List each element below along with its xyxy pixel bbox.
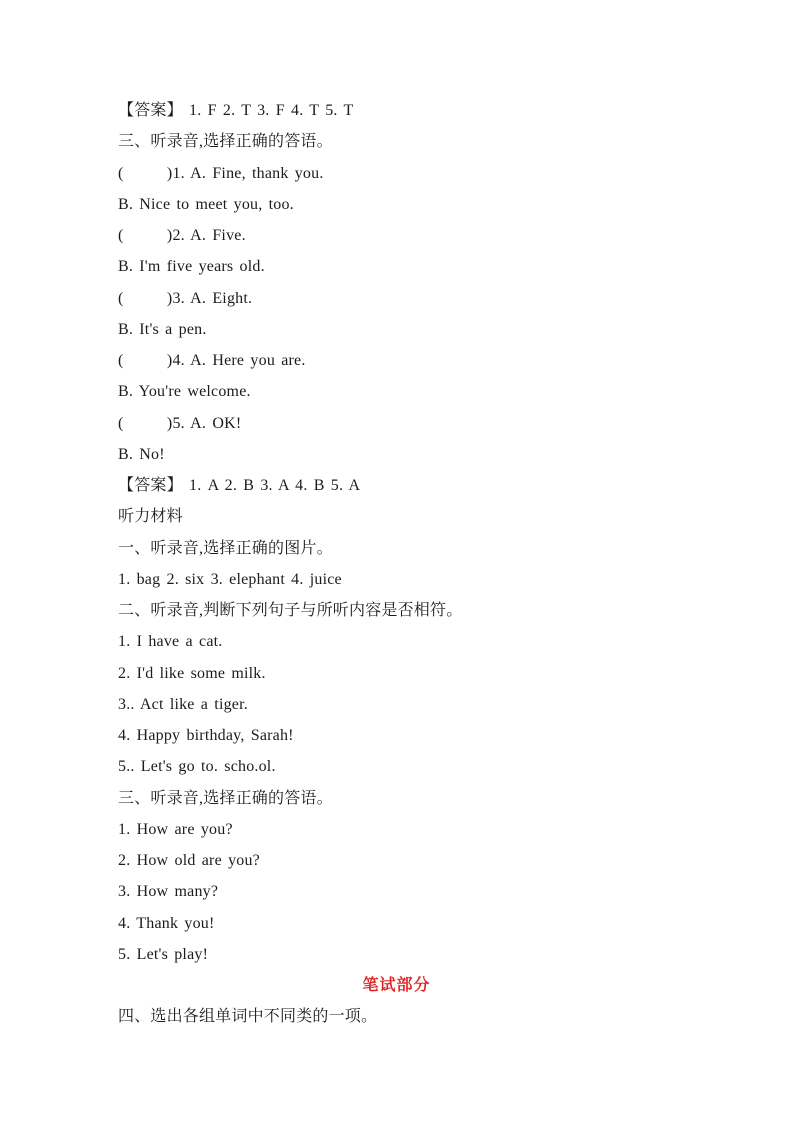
question-3-option-b: B. It's a pen. <box>118 320 207 338</box>
material-section-2-heading: 二、听录音,判断下列句子与所听内容是否相符。 <box>118 602 463 619</box>
material-2-sentence-1: 1. I have a cat. <box>118 633 223 651</box>
question-4-option-a: ( )4. A. Here you are. <box>118 352 306 369</box>
material-3-sentence-5: 5. Let's play! <box>118 945 209 963</box>
question-4-option-b: B. You're welcome. <box>118 383 251 401</box>
material-2-sentence-4: 4. Happy birthday, Sarah! <box>118 727 294 744</box>
answer-key-listening-2: 【答案】 1. F 2. T 3. F 4. T 5. T <box>118 102 354 119</box>
document-body <box>118 95 675 1033</box>
material-3-sentence-4: 4. Thank you! <box>118 914 215 932</box>
material-3-sentence-2: 2. How old are you? <box>118 852 260 869</box>
material-3-sentence-1: 1. How are you? <box>118 820 233 838</box>
material-section-1-words: 1. bag 2. six 3. elephant 4. juice <box>118 570 342 588</box>
material-section-1-heading: 一、听录音,选择正确的图片。 <box>118 539 333 557</box>
answer-key-listening-3: 【答案】 1. A 2. B 3. A 4. B 5. A <box>118 477 361 494</box>
material-section-3-heading: 三、听录音,选择正确的答语。 <box>118 789 333 807</box>
section-heading-listening-3: 三、听录音,选择正确的答语。 <box>118 133 333 151</box>
section-heading-written-4: 四、选出各组单词中不同类的一项。 <box>118 1008 378 1026</box>
question-1-option-a: ( )1. A. Fine, thank you. <box>118 164 324 182</box>
material-2-sentence-5: 5.. Let's go to. scho.ol. <box>118 758 276 776</box>
question-2-option-a: ( )2. A. Five. <box>118 227 246 244</box>
question-5-option-b: B. No! <box>118 445 165 463</box>
question-2-option-b: B. I'm five years old. <box>118 258 265 276</box>
listening-material-heading: 听力材料 <box>118 508 183 526</box>
question-1-option-b: B. Nice to meet you, too. <box>118 195 294 213</box>
question-5-option-a: ( )5. A. OK! <box>118 414 242 432</box>
question-3-option-a: ( )3. A. Eight. <box>118 289 253 307</box>
written-test-section-heading: 笔试部分 <box>362 977 431 994</box>
material-2-sentence-2: 2. I'd like some milk. <box>118 664 266 682</box>
material-3-sentence-3: 3. How many? <box>118 883 219 901</box>
material-2-sentence-3: 3.. Act like a tiger. <box>118 695 248 713</box>
